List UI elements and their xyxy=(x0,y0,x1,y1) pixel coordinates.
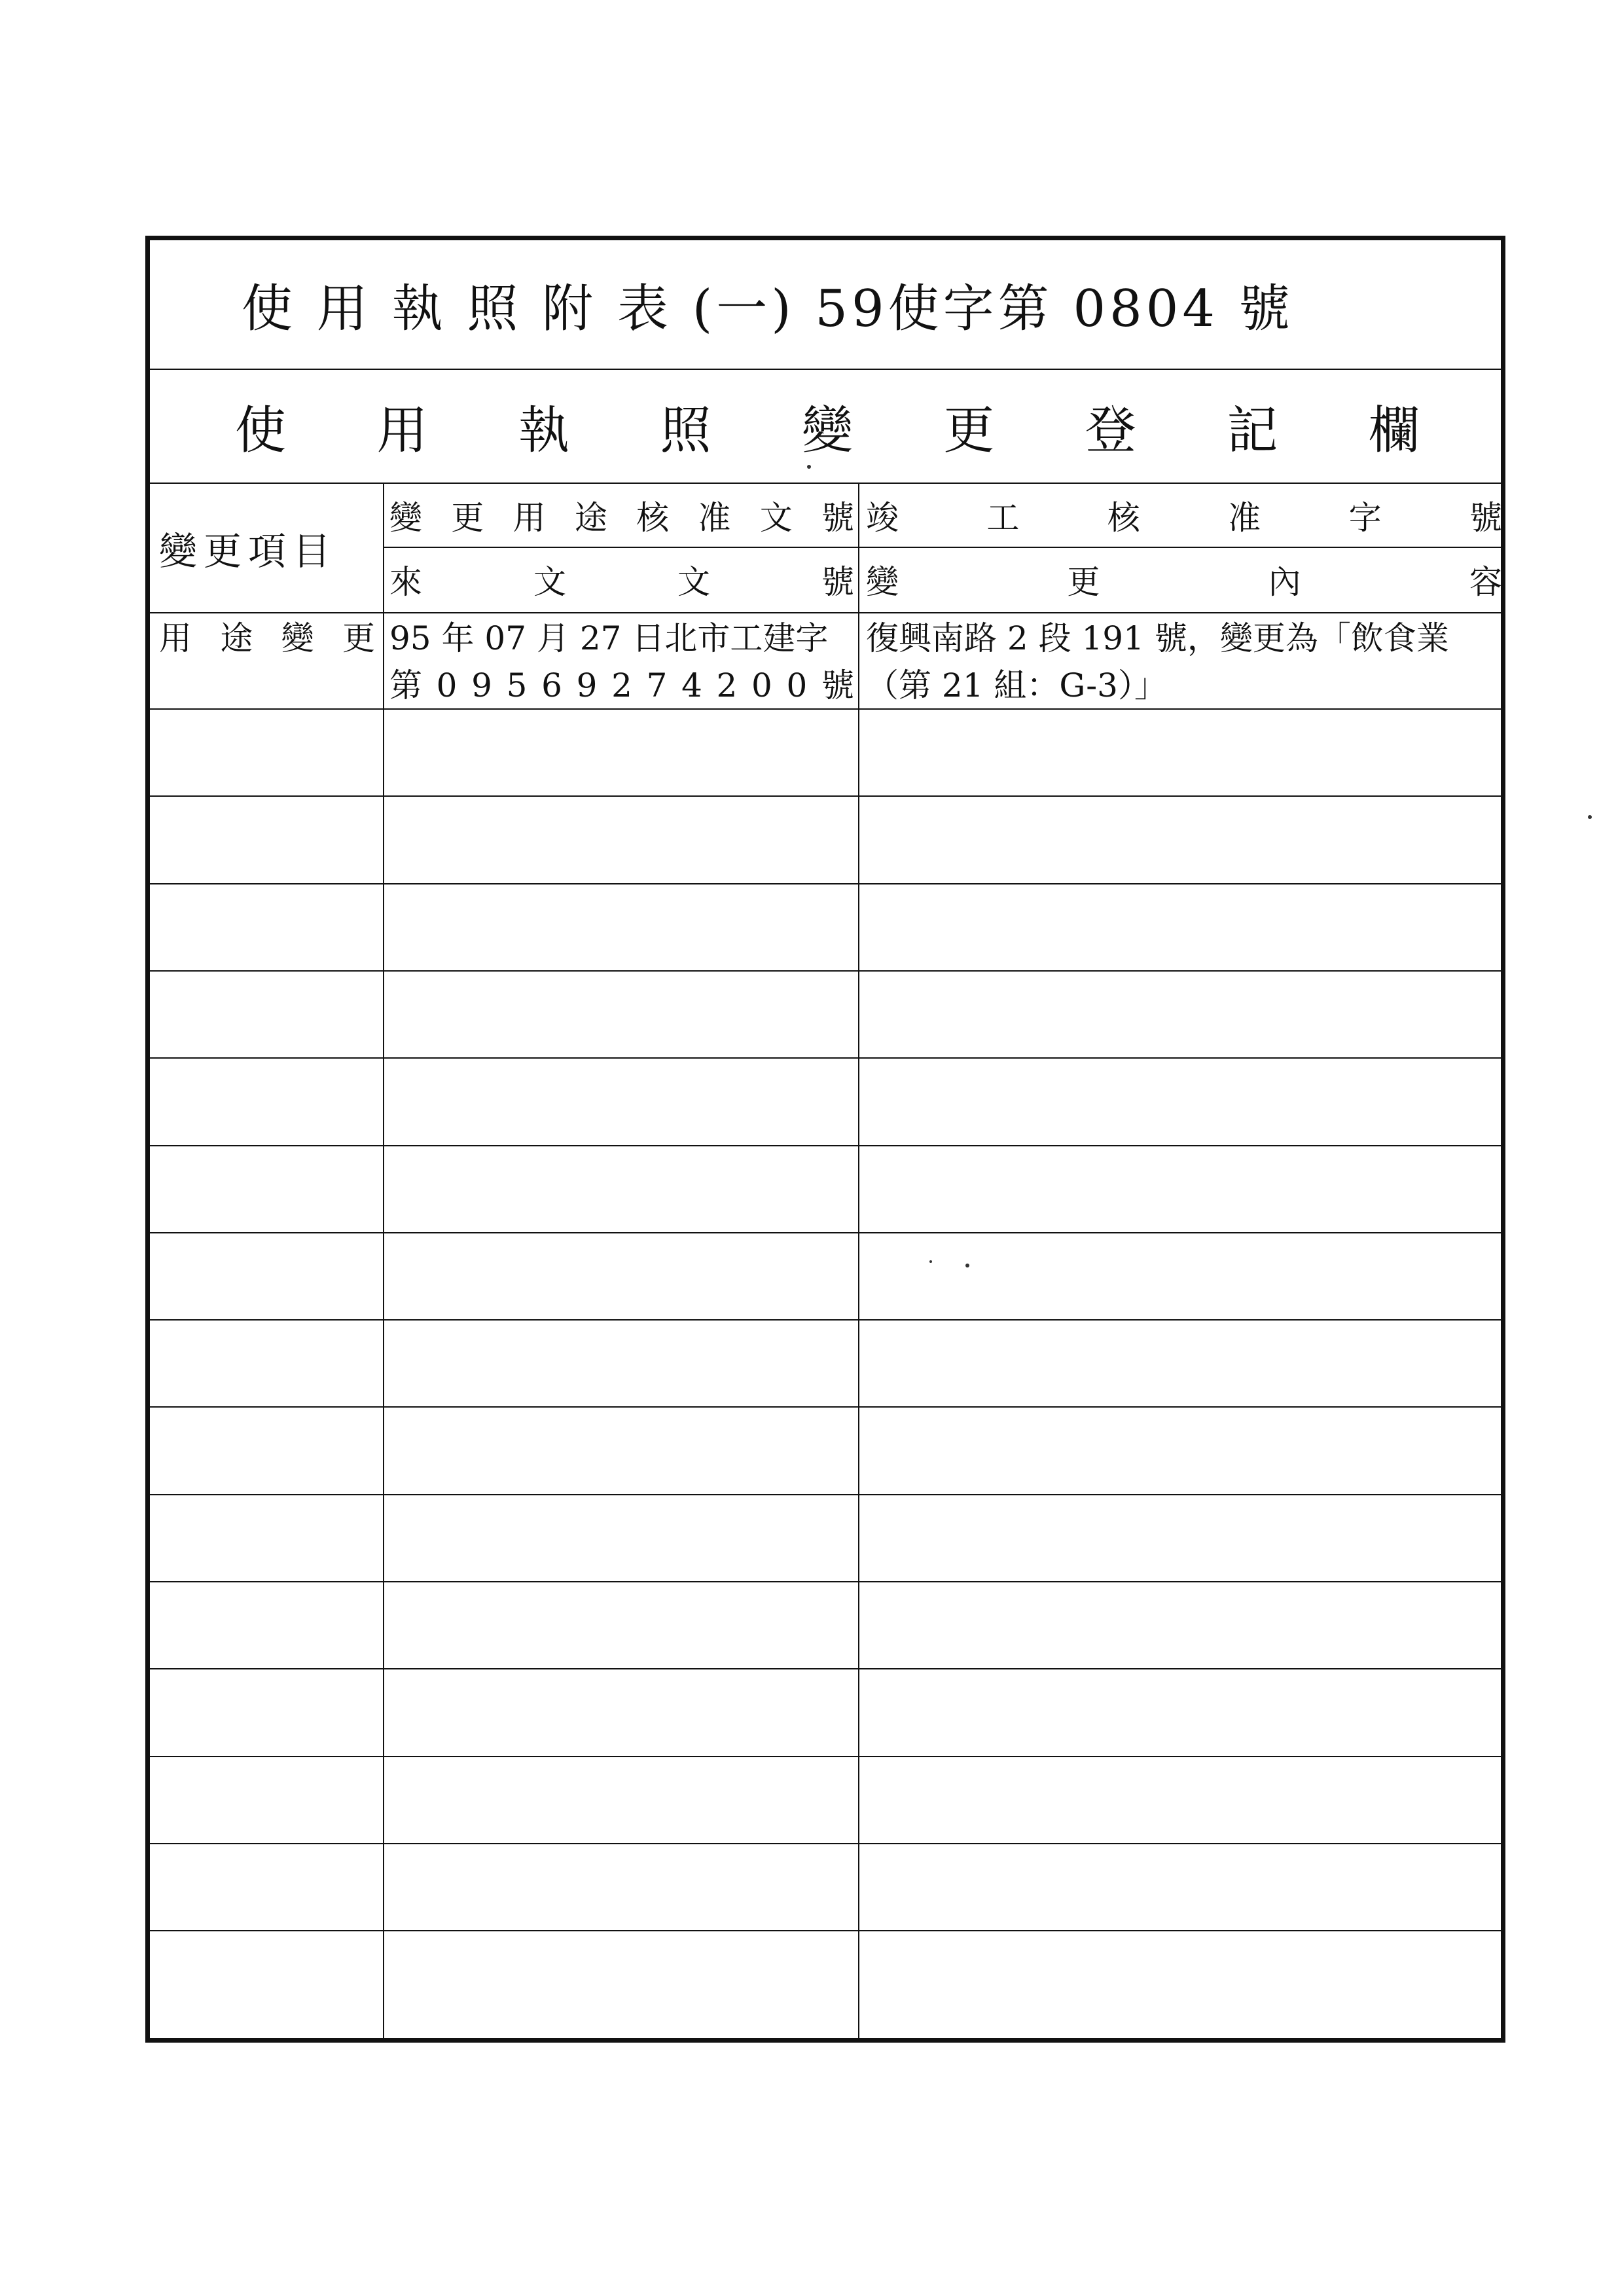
header-char: 來 xyxy=(389,563,422,601)
column-divider xyxy=(383,483,384,2038)
header-char: 文 xyxy=(677,563,710,601)
row-approval-doc-line1: 95 年 07 月 27 日北市工建字 xyxy=(389,619,829,657)
header-char: 字 xyxy=(1348,499,1382,537)
header-incoming-doc-no xyxy=(389,548,854,611)
header-char: 工 xyxy=(986,499,1020,537)
header-usage-approval-no xyxy=(389,484,854,547)
header-char: 更 xyxy=(451,499,484,537)
subtitle-char: 照 xyxy=(660,401,711,460)
divider xyxy=(150,612,1501,613)
table-row-line xyxy=(150,1494,1501,1495)
row-doc-char: 5 xyxy=(506,666,528,704)
scan-speck xyxy=(1588,815,1592,819)
table-row-line xyxy=(150,1406,1501,1408)
header-item-label-text: 變更項目 xyxy=(159,529,338,574)
header-char: 准 xyxy=(698,499,731,537)
header-item-label xyxy=(159,484,382,612)
row-item-char: 更 xyxy=(342,619,375,657)
subtitle-char: 登 xyxy=(1085,401,1136,460)
table-row-line xyxy=(150,1232,1501,1233)
subtitle-char: 更 xyxy=(943,401,995,460)
row-doc-char: 9 xyxy=(576,666,598,704)
header-char: 准 xyxy=(1228,499,1261,537)
header-char: 核 xyxy=(636,499,670,537)
table-row-line xyxy=(150,883,1501,884)
scan-speck xyxy=(965,1264,969,1267)
header-char: 號 xyxy=(1469,499,1502,537)
header-char: 號 xyxy=(821,563,854,601)
table-row-line xyxy=(150,1145,1501,1146)
header-char: 文 xyxy=(533,563,566,601)
row-change-content-line1: 復興南路 2 段 191 號，變更為「飲食業 xyxy=(866,619,1449,657)
table-row-line xyxy=(150,708,1501,710)
table-row-line xyxy=(150,1668,1501,1669)
register-column-title xyxy=(235,370,1420,483)
row-doc-char: 6 xyxy=(541,666,562,704)
row-doc-char: 0 xyxy=(751,666,772,704)
row-doc-char: 0 xyxy=(436,666,458,704)
subtitle-char: 執 xyxy=(518,401,569,460)
usage-permit-attachment-form xyxy=(145,236,1505,2043)
row-approval-doc-line2 xyxy=(389,662,854,709)
header-char: 號 xyxy=(821,499,854,537)
header-char: 文 xyxy=(759,499,793,537)
header-char: 容 xyxy=(1469,563,1502,601)
subtitle-char: 變 xyxy=(801,401,853,460)
row-item-char: 變 xyxy=(281,619,314,657)
column-divider xyxy=(858,483,859,2038)
table-row-line xyxy=(150,795,1501,797)
form-title-text: 使 用 執 照 附 表 (一) 59使字第 0804 號 xyxy=(242,280,1294,338)
table-row-line xyxy=(150,1756,1501,1757)
row-change-content-line2: （第 21 組：G-3）」 xyxy=(866,666,1167,704)
row-doc-char: 2 xyxy=(611,666,632,704)
header-char: 竣 xyxy=(866,499,899,537)
subtitle-char: 欄 xyxy=(1368,401,1420,460)
header-char: 變 xyxy=(866,563,899,601)
form-title xyxy=(242,240,1420,369)
row-doc-char: 9 xyxy=(471,666,492,704)
header-char: 途 xyxy=(574,499,607,537)
subtitle-char: 用 xyxy=(376,401,428,460)
header-char: 變 xyxy=(389,499,422,537)
table-row-line xyxy=(150,1319,1501,1321)
table-row-line xyxy=(150,1930,1501,1931)
table-row-line xyxy=(150,970,1501,972)
row-change-item xyxy=(159,615,375,662)
header-char: 更 xyxy=(1067,563,1100,601)
header-char: 內 xyxy=(1268,563,1301,601)
row-doc-char: 2 xyxy=(716,666,738,704)
subtitle-char: 記 xyxy=(1227,401,1278,460)
table-row-line xyxy=(150,1581,1501,1582)
header-char: 核 xyxy=(1107,499,1140,537)
row-doc-char: 4 xyxy=(681,666,702,704)
subtitle-char: 使 xyxy=(235,401,287,460)
row-doc-char: 7 xyxy=(646,666,668,704)
row-change-content xyxy=(866,615,1502,706)
row-doc-char: 號 xyxy=(821,666,854,704)
row-doc-char: 第 xyxy=(389,666,422,704)
scan-speck xyxy=(807,465,811,469)
row-approval-doc xyxy=(389,615,854,706)
table-row-line xyxy=(150,1843,1501,1844)
row-item-char: 用 xyxy=(159,619,192,657)
table-row-line xyxy=(150,1057,1501,1059)
header-change-content xyxy=(866,548,1502,611)
header-completion-approval-no xyxy=(866,484,1502,547)
row-doc-char: 0 xyxy=(786,666,808,704)
scan-speck xyxy=(929,1260,932,1263)
header-char: 用 xyxy=(512,499,546,537)
row-item-char: 途 xyxy=(220,619,253,657)
